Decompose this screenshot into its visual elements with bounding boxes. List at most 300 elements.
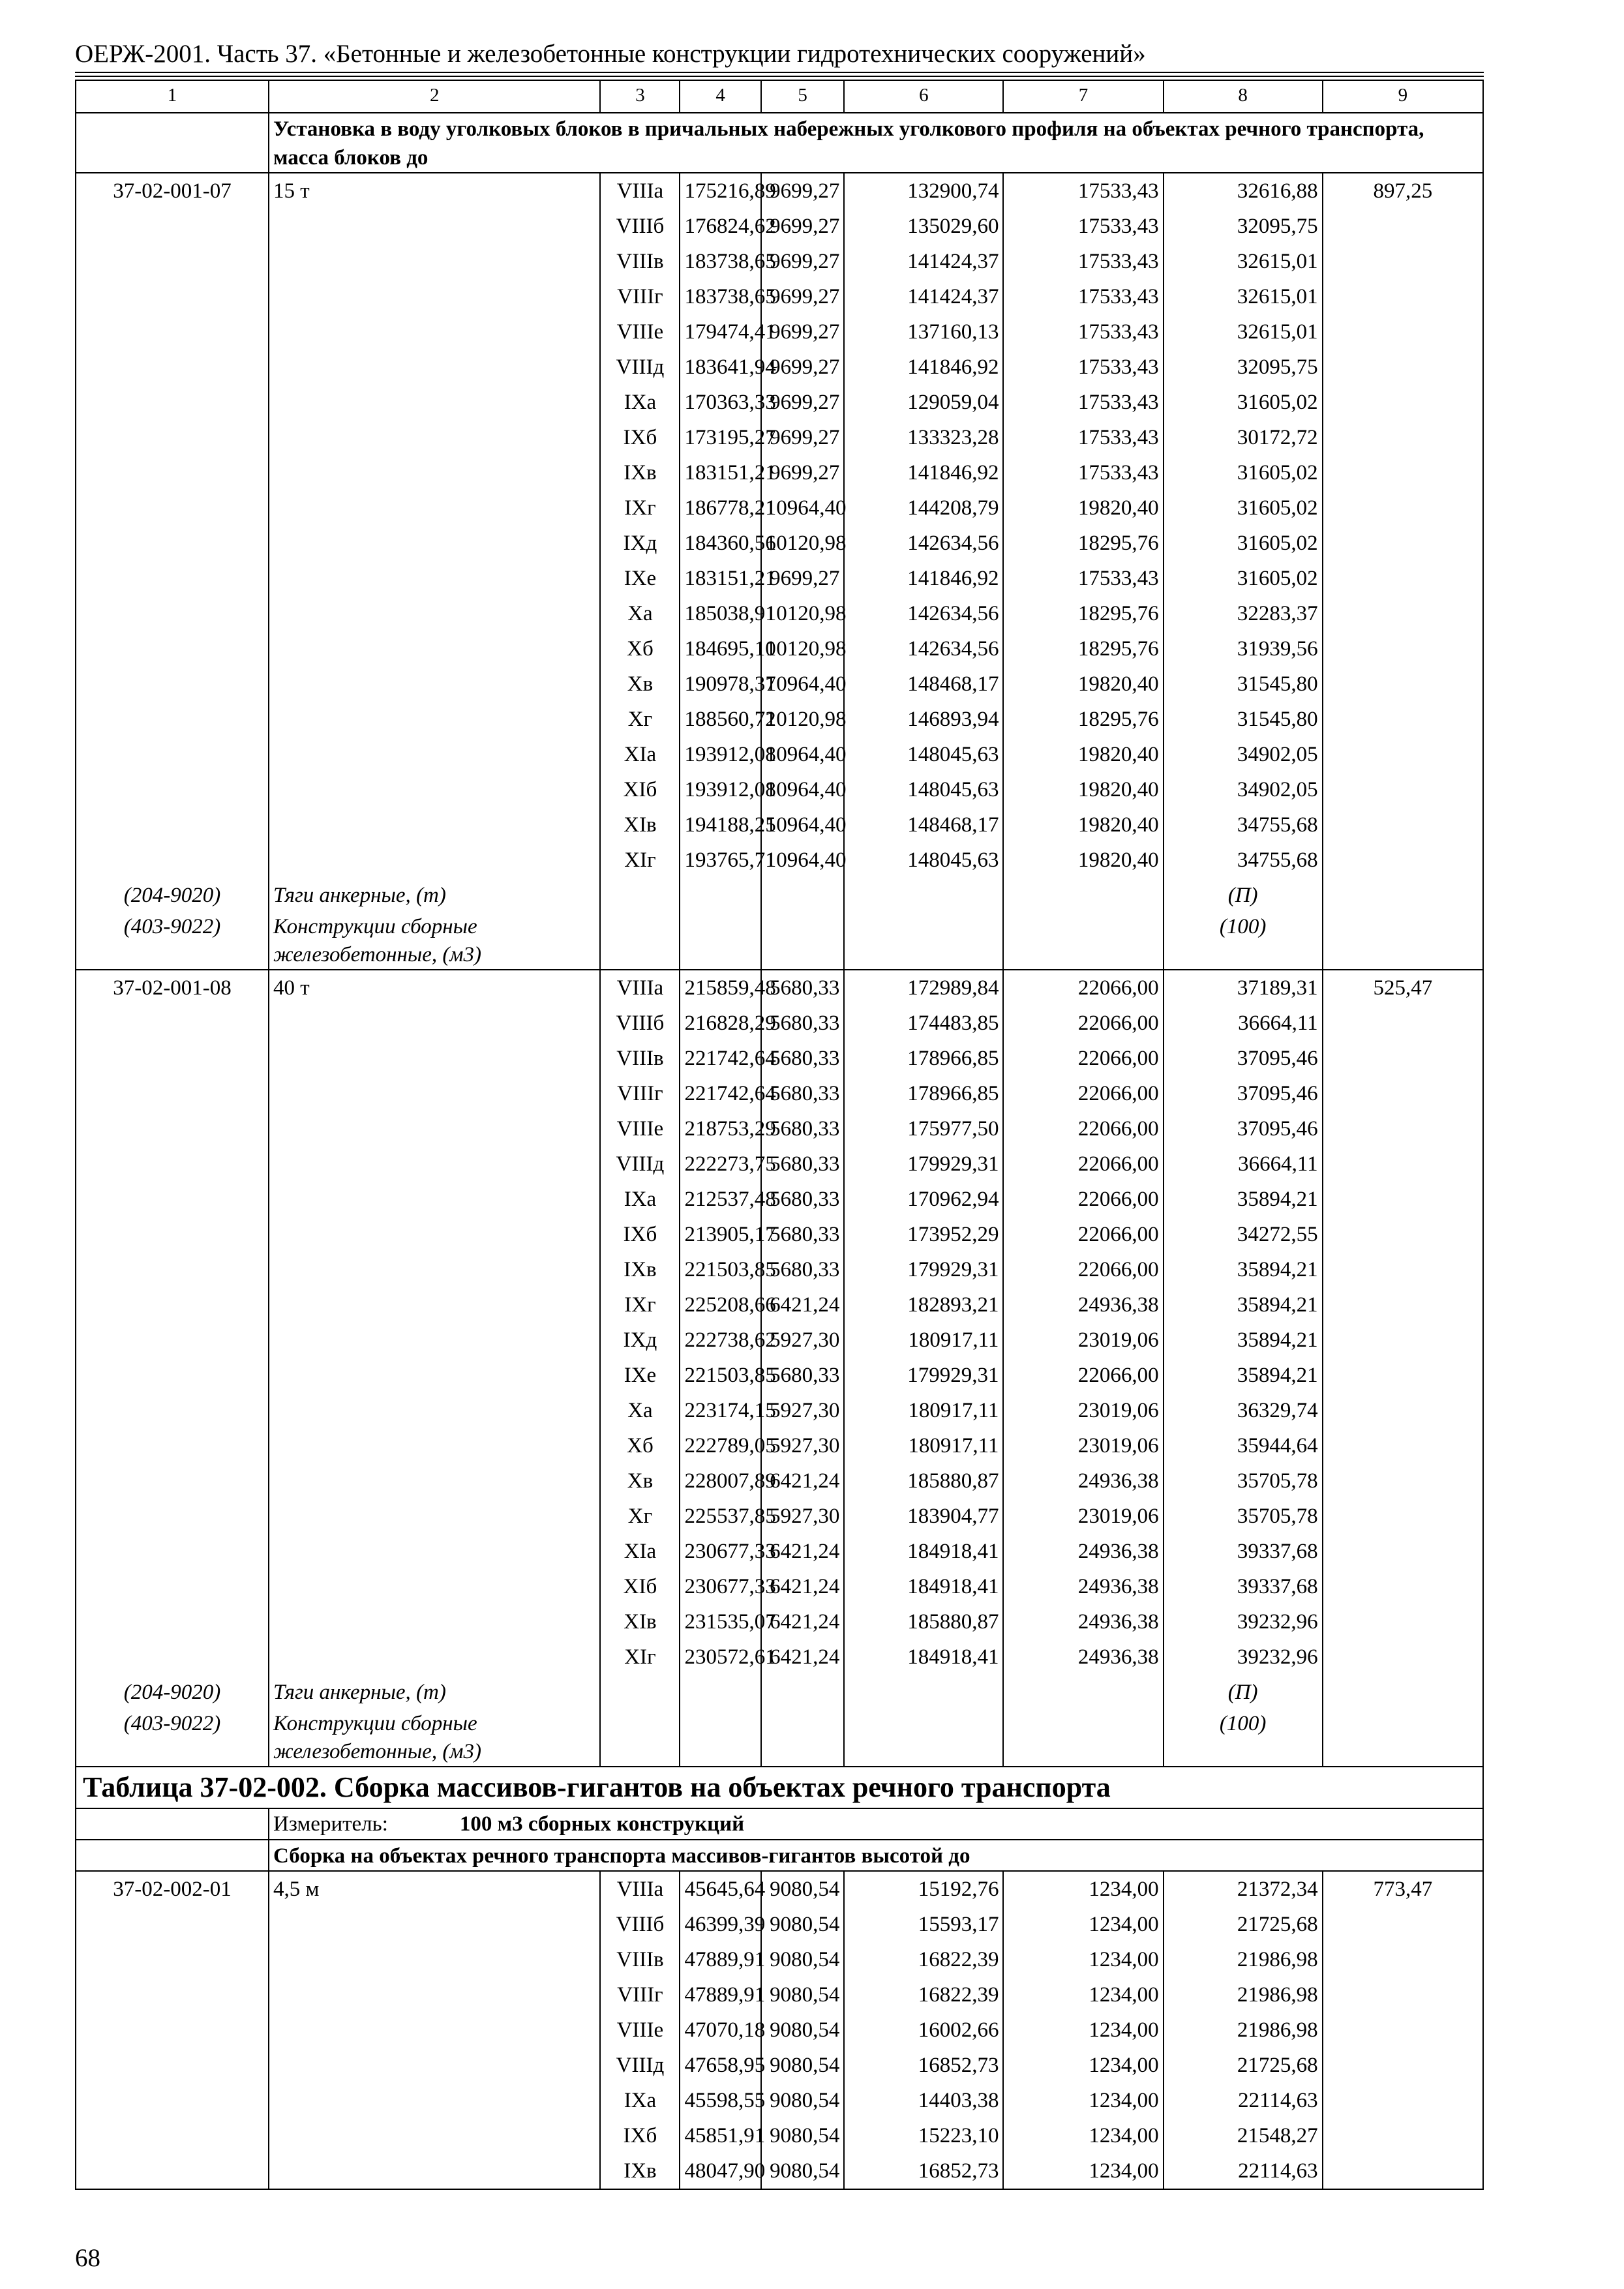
resource-code: (204-9020) [123,884,221,907]
material-cost-value: 36664,11 [1238,1152,1318,1176]
labor-cost: 525,47 [1323,970,1483,1767]
machine-cost-value: 182893,21 [907,1293,999,1317]
zone-value: XIб [623,1575,657,1598]
machine-cost-value: 141846,92 [907,567,999,590]
meter-value: 100 м3 сборных конструкций [459,1812,745,1836]
zone-value: VIIIб [616,215,665,238]
resource-name: Тяги анкерные, (т) [273,1681,446,1704]
table2-section-title: Сборка на объектах речного транспорта массивов-гигантов высотой до [269,1840,1483,1871]
material-cost-value: 21986,98 [1237,1983,1318,2007]
zone-value: IXг [624,496,656,520]
wage-cost [761,970,845,1767]
machine-cost-value: 148468,17 [907,813,999,837]
material-cost-value: 37189,31 [1237,976,1318,1000]
wage-cost-value: 5927,30 [770,1434,840,1458]
total-cost [680,970,776,1767]
wage-cost-value: 10964,40 [765,813,847,837]
material-cost-value: 35944,64 [1237,1434,1318,1458]
resource-unit: (100) [1219,915,1267,938]
zone-value: VIIIг [617,1983,663,2007]
resource-name: Тяги анкерные, (т) [273,884,446,907]
meter [269,1808,1483,1840]
header-rule-2 [75,76,1484,77]
column-number: 9 [1323,80,1483,113]
total-cost-value: 48047,90 [684,2159,766,2183]
driver-wage-value: 17533,43 [1077,179,1159,203]
machine-cost [844,970,1003,1767]
machine-cost-value: 146893,94 [907,708,999,731]
total-cost-value: 45598,55 [684,2089,766,2112]
machine-cost-value: 137160,13 [907,320,999,344]
total-cost-value: 222738,62 [684,1328,776,1352]
zone-value: IXг [624,1293,656,1317]
machine-cost-value: 178966,85 [907,1047,999,1070]
material-cost-value: 32615,01 [1237,320,1318,344]
driver-wage-value: 24936,38 [1077,1575,1159,1598]
driver-wage-value: 24936,38 [1077,1469,1159,1493]
resource-code: (403-9022) [123,1712,221,1735]
total-cost-value: 221503,85 [684,1258,776,1281]
total-cost-value: 230677,33 [684,1575,776,1598]
driver-wage-value: 19820,40 [1077,813,1159,837]
machine-cost-value: 179929,31 [907,1364,999,1387]
driver-wage-value: 22066,00 [1077,1047,1159,1070]
item-code-cell [76,970,269,1767]
total-cost-value: 173195,27 [684,426,776,449]
zone-value: Xг [627,1504,653,1528]
driver-wage-value: 17533,43 [1077,285,1159,308]
zone-value: Xб [627,637,654,661]
machine-cost-value: 184918,41 [907,1575,999,1598]
zone-value: IXб [623,2124,657,2147]
total-cost-value: 184695,10 [684,637,776,661]
page-number: 68 [75,2244,100,2272]
zone-value: VIIIа [616,1878,664,1901]
driver-wage-value: 1234,00 [1089,1983,1159,2007]
material-cost-value: 39337,68 [1237,1575,1318,1598]
machine-cost-value: 184918,41 [907,1645,999,1669]
zone [600,173,680,970]
driver-wage [1003,970,1163,1767]
table-title: Таблица 37-02-002. Сборка массивов-гигантов на объектах речного транспорта [76,1767,1483,1808]
total-cost-value: 223174,15 [684,1399,776,1422]
machine-cost-value: 141846,92 [907,461,999,485]
machine-cost-value: 16822,39 [918,1948,999,1971]
wage-cost-value: 6421,24 [770,1575,840,1598]
wage-cost-value: 5680,33 [770,1188,840,1211]
machine-cost-value: 172989,84 [907,976,999,1000]
zone-value: VIIIб [616,1913,665,1936]
driver-wage-value: 22066,00 [1077,1258,1159,1281]
zone-value: IXе [624,567,657,590]
zone-value: VIIIг [617,1082,663,1105]
total-cost-value: 188560,72 [684,708,776,731]
zone-value: IXб [623,1223,657,1246]
zone-value: VIIIе [616,1117,664,1141]
column-number: 6 [844,80,1003,113]
total-cost-value: 179474,41 [684,320,776,344]
material-cost-value: 35894,21 [1237,1364,1318,1387]
driver-wage-value: 24936,38 [1077,1293,1159,1317]
machine-cost-value: 132900,74 [907,179,999,203]
total-cost-value: 215859,48 [684,976,776,1000]
zone [600,970,680,1767]
zone-value: IXа [624,2089,657,2112]
driver-wage-value: 24936,38 [1077,1610,1159,1634]
column-number: 2 [269,80,600,113]
wage-cost [761,1871,845,2189]
material-cost-value: 32616,88 [1237,179,1318,203]
material-cost-value: 35894,21 [1237,1328,1318,1352]
driver-wage-value: 18295,76 [1077,708,1159,731]
machine-cost-value: 16852,73 [918,2054,999,2077]
machine-cost [844,173,1003,970]
driver-wage-value: 23019,06 [1077,1399,1159,1422]
wage-cost-value: 10964,40 [765,848,847,872]
material-cost [1164,1871,1323,2189]
total-cost-value: 47889,91 [684,1983,766,2007]
machine-cost-value: 185880,87 [907,1469,999,1493]
machine-cost-value: 170962,94 [907,1188,999,1211]
wage-cost-value: 9080,54 [770,1913,840,1936]
total-cost-value: 186778,21 [684,496,776,520]
driver-wage-value: 1234,00 [1089,2159,1159,2183]
zone-value: VIIIв [616,1047,664,1070]
wage-cost-value: 9080,54 [770,2159,840,2183]
material-cost-value: 36664,11 [1238,1011,1318,1035]
driver-wage-value: 23019,06 [1077,1504,1159,1528]
section-title: Установка в воду уголковых блоков в причальных набережных уголкового профиля на объектах речного транспорта, масса блоков до [269,113,1483,173]
material-cost-value: 32095,75 [1237,215,1318,238]
driver-wage-value: 19820,40 [1077,848,1159,872]
machine-cost [844,1871,1003,2189]
total-cost-value: 47889,91 [684,1948,766,1971]
material-cost [1164,173,1323,970]
total-cost-value: 218753,29 [684,1117,776,1141]
wage-cost-value: 9080,54 [770,1983,840,2007]
column-number: 7 [1003,80,1163,113]
zone-value: IXв [624,461,657,485]
item-row-2 [76,970,1483,1767]
resource-code: (403-9022) [123,915,221,938]
total-cost-value: 193912,08 [684,743,776,766]
total-cost-value: 190978,37 [684,672,776,696]
wage-cost-value: 10964,40 [765,496,847,520]
zone-value: IXд [623,531,657,555]
zone-value: VIIIв [616,250,664,273]
driver-wage-value: 1234,00 [1089,2089,1159,2112]
total-cost-value: 193765,71 [684,848,776,872]
rates-table [75,80,1484,2190]
driver-wage-value: 17533,43 [1077,567,1159,590]
wage-cost-value: 6421,24 [770,1645,840,1669]
material-cost-value: 36329,74 [1237,1399,1318,1422]
wage-cost-value: 5680,33 [770,1011,840,1035]
total-cost-value: 175216,89 [684,179,776,203]
zone-value: XIа [624,743,657,766]
total-cost-value: 228007,89 [684,1469,776,1493]
item-name: 15 т [273,179,310,203]
wage-cost-value: 5927,30 [770,1328,840,1352]
zone-value: IXа [624,1188,657,1211]
resource-name: Конструкции сборные железобетонные, (м3) [273,1712,481,1763]
material-cost-value: 32615,01 [1237,250,1318,273]
column-number: 3 [600,80,680,113]
material-cost-value: 34272,55 [1237,1223,1318,1246]
item-code-cell [76,1871,269,2189]
machine-cost-value: 141424,37 [907,250,999,273]
wage-cost-value: 9699,27 [770,426,840,449]
zone-value: XIб [623,778,657,801]
material-cost-value: 34755,68 [1237,813,1318,837]
driver-wage-value: 17533,43 [1077,355,1159,379]
total-cost-value: 221742,64 [684,1047,776,1070]
total-cost-value: 225537,85 [684,1504,776,1528]
material-cost-value: 32095,75 [1237,355,1318,379]
wage-cost-value: 10120,98 [765,602,847,625]
driver-wage-value: 19820,40 [1077,743,1159,766]
column-number: 5 [761,80,845,113]
column-number-row [76,80,1483,113]
material-cost-value: 34902,05 [1237,743,1318,766]
section-title-row [76,113,1483,173]
machine-cost-value: 144208,79 [907,496,999,520]
machine-cost-value: 142634,56 [907,637,999,661]
machine-cost-value: 16822,39 [918,1983,999,2007]
total-cost-value: 183641,94 [684,355,776,379]
total-cost-value: 183738,65 [684,250,776,273]
wage-cost-value: 9080,54 [770,2018,840,2042]
wage-cost-value: 9699,27 [770,355,840,379]
item-name: 4,5 м [273,1878,320,1901]
material-cost-value: 31605,02 [1237,391,1318,414]
total-cost-value: 183151,21 [684,461,776,485]
machine-cost-value: 15192,76 [918,1878,999,1901]
zone-value: Xв [627,672,654,696]
machine-cost-value: 148468,17 [907,672,999,696]
zone-value: VIIIд [616,355,665,379]
table2-title-row [76,1767,1483,1808]
material-cost-value: 31545,80 [1237,708,1318,731]
zone [600,1871,680,2189]
zone-value: Xг [627,708,653,731]
wage-cost-value: 5680,33 [770,1223,840,1246]
driver-wage-value: 24936,38 [1077,1645,1159,1669]
wage-cost-value: 5680,33 [770,1258,840,1281]
wage-cost-value: 9699,27 [770,461,840,485]
column-number: 4 [680,80,760,113]
material-cost-value: 21372,34 [1237,1878,1318,1901]
wage-cost-value: 5927,30 [770,1504,840,1528]
wage-cost-value: 9699,27 [770,567,840,590]
total-cost-value: 225208,66 [684,1293,776,1317]
machine-cost-value: 178966,85 [907,1082,999,1105]
item-row-1 [76,173,1483,970]
material-cost-value: 34755,68 [1237,848,1318,872]
machine-cost-value: 133323,28 [907,426,999,449]
driver-wage-value: 19820,40 [1077,496,1159,520]
wage-cost-value: 10964,40 [765,743,847,766]
wage-cost-value: 10120,98 [765,637,847,661]
wage-cost-value: 6421,24 [770,1469,840,1493]
machine-cost-value: 15593,17 [918,1913,999,1936]
total-cost [680,1871,766,2189]
driver-wage-value: 18295,76 [1077,602,1159,625]
material-cost-value: 35894,21 [1237,1188,1318,1211]
material-cost-value: 34902,05 [1237,778,1318,801]
total-cost-value: 47070,18 [684,2018,766,2042]
machine-cost-value: 15223,10 [918,2124,999,2147]
total-cost-value: 231535,07 [684,1610,776,1634]
zone-value: IXе [624,1364,657,1387]
meter-row [76,1808,1483,1840]
resource-unit: (П) [1227,1681,1258,1704]
column-number: 8 [1164,80,1323,113]
wage-cost-value: 10964,40 [765,778,847,801]
machine-cost-value: 174483,85 [907,1011,999,1035]
material-cost-value: 21986,98 [1237,1948,1318,1971]
wage-cost-value: 9080,54 [770,2054,840,2077]
wage-cost [761,173,845,970]
total-cost-value: 230677,33 [684,1540,776,1563]
table2-section-row [76,1840,1483,1871]
zone-value: XIг [624,848,656,872]
machine-cost-value: 175977,50 [907,1117,999,1141]
zone-value: IXв [624,1258,657,1281]
material-cost-value: 31605,02 [1237,567,1318,590]
driver-wage-value: 22066,00 [1077,976,1159,1000]
wage-cost-value: 9080,54 [770,2089,840,2112]
material-cost-value: 35705,78 [1237,1469,1318,1493]
driver-wage-value: 1234,00 [1089,1913,1159,1936]
zone-value: VIIIд [616,1152,665,1176]
driver-wage-value: 17533,43 [1077,250,1159,273]
material-cost-value: 35705,78 [1237,1504,1318,1528]
resource-unit: (П) [1227,884,1258,907]
driver-wage-value: 22066,00 [1077,1011,1159,1035]
item-name: 40 т [273,976,310,1000]
machine-cost-value: 141424,37 [907,285,999,308]
zone-value: Xв [627,1469,654,1493]
driver-wage-value: 22066,00 [1077,1364,1159,1387]
driver-wage-value: 23019,06 [1077,1328,1159,1352]
zone-value: VIIIа [616,976,664,1000]
driver-wage-value: 23019,06 [1077,1434,1159,1458]
material-cost-value: 32283,37 [1237,602,1318,625]
wage-cost-value: 9699,27 [770,285,840,308]
zone-value: VIIIе [616,2018,664,2042]
machine-cost-value: 179929,31 [907,1258,999,1281]
zone-value: Xа [627,602,653,625]
machine-cost-value: 185880,87 [907,1610,999,1634]
zone-value: XIв [624,1610,657,1634]
wage-cost-value: 5680,33 [770,1117,840,1141]
machine-cost-value: 180917,11 [908,1328,999,1352]
total-cost-value: 183151,21 [684,567,776,590]
material-cost-value: 35894,21 [1237,1293,1318,1317]
material-cost-value: 39337,68 [1237,1540,1318,1563]
material-cost-value: 22114,63 [1238,2159,1318,2183]
zone-value: VIIIд [616,2054,665,2077]
material-cost-value: 21725,68 [1237,2054,1318,2077]
material-cost-value: 37095,46 [1237,1082,1318,1105]
item-code: 37-02-001-07 [113,179,232,203]
machine-cost-value: 142634,56 [907,531,999,555]
driver-wage-value: 17533,43 [1077,461,1159,485]
material-cost-value: 39232,96 [1237,1610,1318,1634]
zone-value: Xа [627,1399,653,1422]
driver-wage-value: 1234,00 [1089,2124,1159,2147]
total-cost-value: 45851,91 [684,2124,766,2147]
wage-cost-value: 9699,27 [770,320,840,344]
total-cost-value: 47658,95 [684,2054,766,2077]
zone-value: VIIIе [616,320,664,344]
total-cost-value: 216828,29 [684,1011,776,1035]
machine-cost-value: 129059,04 [907,391,999,414]
driver-wage-value: 17533,43 [1077,426,1159,449]
driver-wage-value: 18295,76 [1077,637,1159,661]
material-cost-value: 21986,98 [1237,2018,1318,2042]
item-row-3 [76,1871,1483,2189]
total-cost-value: 193912,08 [684,778,776,801]
wage-cost-value: 9699,27 [770,215,840,238]
total-cost-value: 185038,91 [684,602,776,625]
wage-cost-value: 5680,33 [770,976,840,1000]
machine-cost-value: 135029,60 [907,215,999,238]
zone-value: VIIIб [616,1011,665,1035]
driver-wage-value: 19820,40 [1077,778,1159,801]
wage-cost-value: 5680,33 [770,1082,840,1105]
wage-cost-value: 5680,33 [770,1152,840,1176]
driver-wage-value: 17533,43 [1077,391,1159,414]
material-cost-value: 32615,01 [1237,285,1318,308]
wage-cost-value: 5680,33 [770,1047,840,1070]
zone-value: Xб [627,1434,654,1458]
total-cost-value: 194188,25 [684,813,776,837]
page-header: ОЕРЖ-2001. Часть 37. «Бетонные и железобетонные конструкции гидротехнических сооружений» [75,40,1146,68]
material-cost [1164,970,1323,1767]
driver-wage-value: 17533,43 [1077,320,1159,344]
driver-wage-value: 18295,76 [1077,531,1159,555]
item-name-cell [269,970,600,1767]
item-name-cell [269,173,600,970]
item-code: 37-02-001-08 [113,976,232,1000]
zone-value: IXд [623,1328,657,1352]
machine-cost-value: 148045,63 [907,778,999,801]
total-cost-value: 183738,65 [684,285,776,308]
material-cost-value: 31605,02 [1237,496,1318,520]
zone-value: IXб [623,426,657,449]
machine-cost-value: 141846,92 [907,355,999,379]
wage-cost-value: 9699,27 [770,250,840,273]
total-cost-value: 221742,64 [684,1082,776,1105]
machine-cost-value: 180917,11 [908,1399,999,1422]
driver-wage-value: 1234,00 [1089,1948,1159,1971]
driver-wage-value: 22066,00 [1077,1152,1159,1176]
material-cost-value: 21548,27 [1237,2124,1318,2147]
machine-cost-value: 180917,11 [908,1434,999,1458]
machine-cost-value: 142634,56 [907,602,999,625]
wage-cost-value: 5680,33 [770,1364,840,1387]
wage-cost-value: 9080,54 [770,1878,840,1901]
total-cost-value: 213905,17 [684,1223,776,1246]
material-cost-value: 31605,02 [1237,461,1318,485]
material-cost-value: 31605,02 [1237,531,1318,555]
machine-cost-value: 183904,77 [907,1504,999,1528]
zone-value: VIIIг [617,285,663,308]
machine-cost-value: 148045,63 [907,848,999,872]
total-cost-value: 176824,62 [684,215,776,238]
